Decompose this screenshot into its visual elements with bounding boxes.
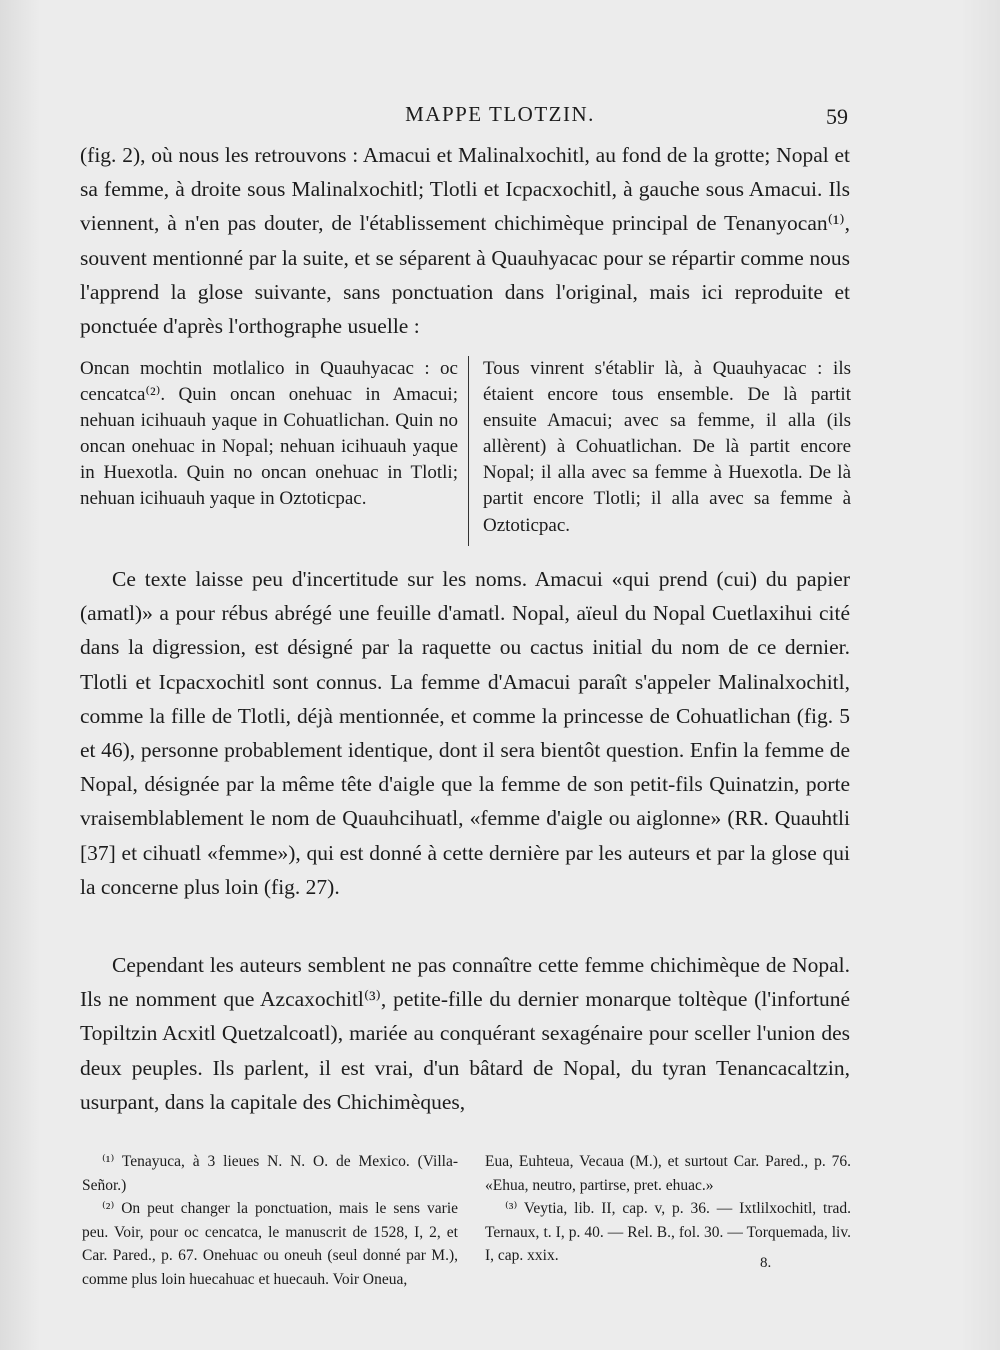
column-divider	[468, 356, 469, 546]
paragraph-1: (fig. 2), où nous les retrouvons : Amacui et Malinalxochitl, au fond de la grotte; Nopal et sa femme, à droite sous Malinalxochitl; Tlotli et Icpacxochitl, à gauche sous Amacui. Ils viennent, à n'en pas douter, de l'établissement chichimèque principal de Tenanyocan⁽¹⁾, souvent mentionné par la suite, et se séparent à Quauhyacac pour se répartir comme nous l'apprend la glose suivante, sans ponctuation dans l'original, mais ici reproduite et ponctuée d'après l'orthographe usuelle :	[80, 143, 850, 339]
gloss-french-column: Tous vinrent s'établir là, à Quauhyacac : ils étaient encore tous ensemble. De là partit ensuite Amacui; avec sa femme, il alla (ils allèrent) à Cohuatlichan. De là partit encore Nopal; il alla avec sa femme à Huexotla. De là partit encore Tlotli; il alla avec sa femme à Oztoticpac.	[483, 358, 851, 536]
running-title: MAPPE TLOTZIN.	[405, 102, 595, 126]
footnote-2: ⁽²⁾ On peut changer la ponctuation, mais le sens varie peu. Voir, pour oc cencatca, le manuscrit de 1528, I, 2, et Car. Pared., p. 67. Onehuac ou oneuh (seul donné par M.), comme plus loin huecahuac et huecauh. Voir Oneua,	[82, 1200, 458, 1288]
running-head	[0, 100, 1000, 130]
paragraph-3: Cependant les auteurs semblent ne pas connaître cette femme chichimèque de Nopal. Ils ne nomment que Azcaxochitl⁽³⁾, petite-fille du dernier monarque toltèque (l'infortuné Topiltzin Acxitl Quetzalcoatl), mariée au conquérant sexagénaire pour sceller l'union des deux peuples. Ils parlent, il est vrai, d'un bâtard de Nopal, du tyran Tenancacaltzin, usurpant, dans la capitale des Chichimèques,	[80, 953, 850, 1114]
page-number: 59	[826, 104, 848, 129]
gloss-nahuatl-column: Oncan mochtin motlalico in Quauhyacac : oc cencatca⁽²⁾. Quin oncan onehuac in Amacui; nehuan icihuauh yaque in Cohuatlichan. Quin no oncan onehuac in Nopal; nehuan icihuauh yaque in Huexotla. Quin no oncan onehuac in Tlotli; nehuan icihuauh yaque in Oztoticpac.	[80, 358, 458, 510]
footnotes-right-column	[485, 1150, 851, 1268]
footnote-3: ⁽³⁾ Veytia, lib. II, cap. v, p. 36. — Ixtlilxochitl, trad. Ternaux, t. I, p. 40. — Rel. B., fol. 30. — Torquemada, liv. I, cap. xxix.	[485, 1200, 851, 1264]
footnotes-left-column	[82, 1150, 458, 1291]
footnote-2-continued: Eua, Euhteua, Vecaua (M.), et surtout Car. Pared., p. 76. «Ehua, neutro, partirse, pret. ehuac.»	[485, 1153, 851, 1194]
signature-mark: 8.	[760, 1255, 772, 1271]
footnote-1: ⁽¹⁾ Tenayuca, à 3 lieues N. N. O. de Mexico. (Villa-Señor.)	[82, 1153, 458, 1194]
paragraph-2: Ce texte laisse peu d'incertitude sur les noms. Amacui «qui prend (cui) du papier (amatl)» a pour rébus abrégé une feuille d'amatl. Nopal, aïeul du Nopal Cuetlaxihui cité dans la digression, est désigné par la raquette ou cactus initial du nom de ce dernier. Tlotli et Icpacxochitl sont connus. La femme d'Amacui paraît s'appeler Malinalxochitl, comme la fille de Tlotli, déjà mentionnée, et comme la princesse de Cohuatlichan (fig. 5 et 46), personne probablement identique, dont il sera bientôt question. Enfin la femme de Nopal, désignée par la même tête d'aigle que la femme de son petit-fils Quinatzin, porte vraisemblablement le nom de Quauhcihuatl, «femme d'aigle ou aiglonne» (RR. Quauhtli [37] et cihuatl «femme»), qui est donné à cette dernière par les auteurs et par la glose qui la concerne plus loin (fig. 27).	[80, 567, 850, 899]
